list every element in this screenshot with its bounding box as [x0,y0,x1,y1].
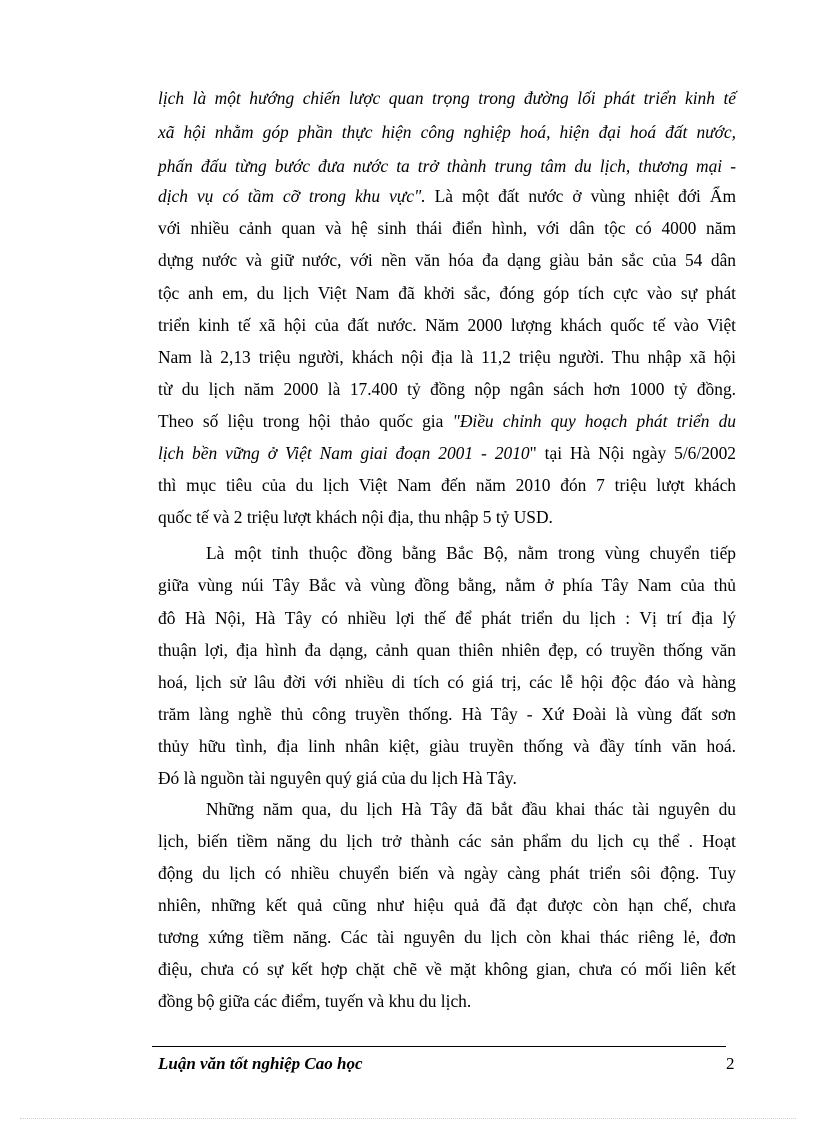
text-line: trăm làng nghề thủ công truyền thống. Hà Tây - Xứ Đoài là vùng đất sơn [158,704,736,724]
text-line: từ du lịch năm 2000 là 17.400 tỷ đồng nộp ngân sách hơn 1000 tỷ đồng. [158,379,736,399]
footer-divider [152,1046,726,1047]
text-line: hoá, lịch sử lâu đời với nhiều di tích có giá trị, các lễ hội độc đáo và hàng [158,672,736,692]
text-line: lịch, biến tiềm năng du lịch trở thành các sản phẩm du lịch cụ thể . Hoạt [158,831,736,851]
text-line: triển kinh tế xã hội của đất nước. Năm 2000 lượng khách quốc tế vào Việt [158,315,736,335]
text-line: xã hội nhằm góp phần thực hiện công nghiệp hoá, hiện đại hoá đất nước, [158,122,736,142]
text-line: phấn đấu từng bước đưa nước ta trở thành trung tâm du lịch, thương mại - [158,156,736,176]
text-line: Là một tỉnh thuộc đồng bằng Bắc Bộ, nằm trong vùng chuyển tiếp [206,543,736,563]
page-bottom-edge [20,1118,796,1119]
text-line: đồng bộ giữa các điểm, tuyến và khu du lịch. [158,991,472,1011]
quote-text: lịch bền vững ở Việt Nam giai đoạn 2001 - 2010 [158,443,530,463]
text-line: giữa vùng núi Tây Bắc và vùng đồng bằng, nằm ở phía Tây Nam của thủ [158,575,736,595]
text-line: Những năm qua, du lịch Hà Tây đã bắt đầu khai thác tài nguyên du [206,799,736,819]
text-line: nhiên, những kết quả cũng như hiệu quả đã đạt được còn hạn chế, chưa [158,895,736,915]
text-line: Đó là nguồn tài nguyên quý giá của du lịch Hà Tây. [158,768,517,788]
page-number: 2 [726,1054,735,1073]
text-span: Là một đất nước ở vùng nhiệt đới Ẩm [425,186,736,206]
quote-text: "Điều chỉnh quy hoạch phát triển du [452,411,737,431]
text-line [158,437,736,469]
text-line: tương xứng tiềm năng. Các tài nguyên du lịch còn khai thác riêng lẻ, đơn [158,927,736,947]
text-span: " tại Hà Nội ngày 5/6/2002 [529,443,736,463]
text-line: Nam là 2,13 triệu người, khách nội địa là 11,2 triệu người. Thu nhập xã hội [158,347,736,367]
text-line [158,180,736,212]
text-line: lịch là một hướng chiến lược quan trọng trong đường lối phát triển kinh tế [158,88,736,108]
text-line: thủy hữu tình, địa linh nhân kiệt, giàu truyền thống và đầy tính văn hoá. [158,736,736,756]
text-line: quốc tế và 2 triệu lượt khách nội địa, thu nhập 5 tỷ USD. [158,507,553,527]
text-line: đô Hà Nội, Hà Tây có nhiều lợi thế để phát triển du lịch : Vị trí địa lý [158,608,736,628]
text-line: thuận lợi, địa hình đa dạng, cảnh quan thiên nhiên đẹp, có truyền thống văn [158,640,736,660]
quote-text: dịch vụ có tầm cỡ trong khu vực". [158,186,426,206]
text-line [158,405,736,437]
text-line: động du lịch có nhiều chuyển biến và ngày càng phát triển sôi động. Tuy [158,863,736,883]
text-line: tộc anh em, du lịch Việt Nam đã khởi sắc, đóng góp tích cực vào sự phát [158,283,736,303]
text-line: với nhiều cảnh quan và hệ sinh thái điển hình, với dân tộc có 4000 năm [158,218,736,238]
text-line: thì mục tiêu của du lịch Việt Nam đến năm 2010 đón 7 triệu lượt khách [158,475,736,495]
footer-title: Luận văn tốt nghiệp Cao học [158,1054,363,1073]
text-line: điệu, chưa có sự kết hợp chặt chẽ về mặt không gian, chưa có mối liên kết [158,959,736,979]
text-span: Theo số liệu trong hội thảo quốc gia [158,411,453,431]
text-line: dựng nước và giữ nước, với nền văn hóa đa dạng giàu bản sắc của 54 dân [158,250,736,270]
